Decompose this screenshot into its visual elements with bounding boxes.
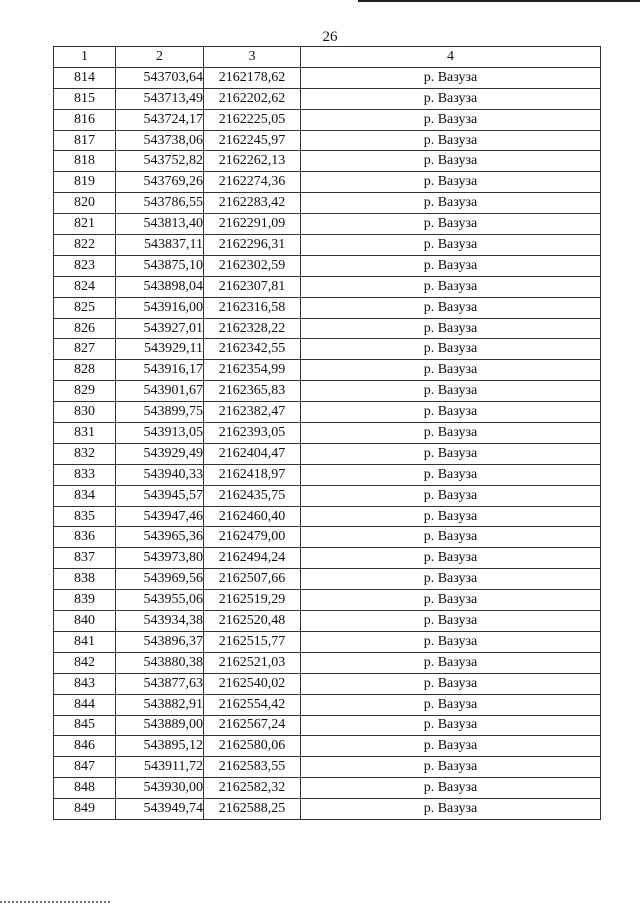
point-number-cell: 849 (54, 799, 116, 820)
coord-x-cell: 543752,82 (116, 151, 204, 172)
object-name-cell: р. Вазуза (301, 381, 601, 402)
top-rule (358, 0, 640, 2)
coord-y-cell: 2162328,22 (204, 318, 301, 339)
table-row (54, 464, 601, 485)
coord-x-cell: 543713,49 (116, 88, 204, 109)
coord-x-cell: 543940,33 (116, 464, 204, 485)
coord-x-cell: 543875,10 (116, 255, 204, 276)
coord-y-cell: 2162283,42 (204, 193, 301, 214)
coord-x-cell: 543911,72 (116, 757, 204, 778)
table-row (54, 423, 601, 444)
object-name-cell: р. Вазуза (301, 673, 601, 694)
point-number-cell: 819 (54, 172, 116, 193)
point-number-cell: 835 (54, 506, 116, 527)
coord-x-cell: 543955,06 (116, 590, 204, 611)
coord-x-cell: 543969,56 (116, 569, 204, 590)
coord-y-cell: 2162460,40 (204, 506, 301, 527)
table-row (54, 569, 601, 590)
coord-y-cell: 2162178,62 (204, 67, 301, 88)
object-name-cell: р. Вазуза (301, 590, 601, 611)
coord-y-cell: 2162435,75 (204, 485, 301, 506)
table-row (54, 193, 601, 214)
coord-y-cell: 2162316,58 (204, 297, 301, 318)
coord-x-cell: 543927,01 (116, 318, 204, 339)
coord-y-cell: 2162393,05 (204, 423, 301, 444)
coord-y-cell: 2162382,47 (204, 402, 301, 423)
point-number-cell: 843 (54, 673, 116, 694)
object-name-cell: р. Вазуза (301, 527, 601, 548)
object-name-cell: р. Вазуза (301, 506, 601, 527)
object-name-cell: р. Вазуза (301, 235, 601, 256)
point-number-cell: 831 (54, 423, 116, 444)
coord-y-cell: 2162515,77 (204, 631, 301, 652)
object-name-cell: р. Вазуза (301, 569, 601, 590)
header-row (54, 47, 601, 68)
coord-y-cell: 2162583,55 (204, 757, 301, 778)
coord-x-cell: 543965,36 (116, 527, 204, 548)
table-row (54, 652, 601, 673)
coord-x-cell: 543916,17 (116, 360, 204, 381)
table-row (54, 235, 601, 256)
coord-x-cell: 543949,74 (116, 799, 204, 820)
object-name-cell: р. Вазуза (301, 318, 601, 339)
coord-x-cell: 543934,38 (116, 611, 204, 632)
object-name-cell: р. Вазуза (301, 799, 601, 820)
point-number-cell: 815 (54, 88, 116, 109)
coord-y-cell: 2162588,25 (204, 799, 301, 820)
coord-x-cell: 543877,63 (116, 673, 204, 694)
point-number-cell: 820 (54, 193, 116, 214)
point-number-cell: 816 (54, 109, 116, 130)
table-row (54, 673, 601, 694)
point-number-cell: 844 (54, 694, 116, 715)
table-row (54, 67, 601, 88)
point-number-cell: 824 (54, 276, 116, 297)
object-name-cell: р. Вазуза (301, 715, 601, 736)
coord-x-cell: 543880,38 (116, 652, 204, 673)
coord-y-cell: 2162567,24 (204, 715, 301, 736)
object-name-cell: р. Вазуза (301, 67, 601, 88)
header-col-2: 2 (116, 47, 204, 68)
table-row (54, 778, 601, 799)
point-number-cell: 830 (54, 402, 116, 423)
coord-x-cell: 543929,49 (116, 443, 204, 464)
page-number: 26 (322, 29, 338, 45)
table-row (54, 339, 601, 360)
point-number-cell: 839 (54, 590, 116, 611)
coord-y-cell: 2162580,06 (204, 736, 301, 757)
point-number-cell: 833 (54, 464, 116, 485)
point-number-cell: 842 (54, 652, 116, 673)
coord-y-cell: 2162262,13 (204, 151, 301, 172)
header-col-4: 4 (301, 47, 601, 68)
table-row (54, 109, 601, 130)
table-row (54, 631, 601, 652)
coord-x-cell: 543930,00 (116, 778, 204, 799)
point-number-cell: 827 (54, 339, 116, 360)
point-number-cell: 837 (54, 548, 116, 569)
coord-x-cell: 543899,75 (116, 402, 204, 423)
point-number-cell: 832 (54, 443, 116, 464)
table-row (54, 276, 601, 297)
point-number-cell: 821 (54, 214, 116, 235)
table-row (54, 590, 601, 611)
point-number-cell: 848 (54, 778, 116, 799)
table-row (54, 402, 601, 423)
point-number-cell: 825 (54, 297, 116, 318)
object-name-cell: р. Вазуза (301, 402, 601, 423)
object-name-cell: р. Вазуза (301, 652, 601, 673)
table-row (54, 130, 601, 151)
coord-y-cell: 2162202,62 (204, 88, 301, 109)
table-row (54, 381, 601, 402)
object-name-cell: р. Вазуза (301, 109, 601, 130)
coord-y-cell: 2162404,47 (204, 443, 301, 464)
header-col-1: 1 (54, 47, 116, 68)
object-name-cell: р. Вазуза (301, 778, 601, 799)
coord-y-cell: 2162521,03 (204, 652, 301, 673)
coord-y-cell: 2162365,83 (204, 381, 301, 402)
coord-y-cell: 2162245,97 (204, 130, 301, 151)
point-number-cell: 817 (54, 130, 116, 151)
coord-y-cell: 2162582,32 (204, 778, 301, 799)
object-name-cell: р. Вазуза (301, 631, 601, 652)
coord-x-cell: 543947,46 (116, 506, 204, 527)
point-number-cell: 834 (54, 485, 116, 506)
point-number-cell: 840 (54, 611, 116, 632)
coord-x-cell: 543929,11 (116, 339, 204, 360)
object-name-cell: р. Вазуза (301, 485, 601, 506)
coord-y-cell: 2162302,59 (204, 255, 301, 276)
table-row (54, 255, 601, 276)
table-row (54, 757, 601, 778)
object-name-cell: р. Вазуза (301, 443, 601, 464)
object-name-cell: р. Вазуза (301, 757, 601, 778)
coord-x-cell: 543703,64 (116, 67, 204, 88)
coord-x-cell: 543973,80 (116, 548, 204, 569)
coord-x-cell: 543724,17 (116, 109, 204, 130)
coord-y-cell: 2162494,24 (204, 548, 301, 569)
point-number-cell: 828 (54, 360, 116, 381)
table-row (54, 297, 601, 318)
coord-x-cell: 543896,37 (116, 631, 204, 652)
table-row (54, 548, 601, 569)
table-row (54, 172, 601, 193)
object-name-cell: р. Вазуза (301, 423, 601, 444)
object-name-cell: р. Вазуза (301, 611, 601, 632)
table-row (54, 318, 601, 339)
coord-y-cell: 2162507,66 (204, 569, 301, 590)
object-name-cell: р. Вазуза (301, 151, 601, 172)
table-row (54, 736, 601, 757)
object-name-cell: р. Вазуза (301, 297, 601, 318)
object-name-cell: р. Вазуза (301, 276, 601, 297)
table-row (54, 694, 601, 715)
object-name-cell: р. Вазуза (301, 339, 601, 360)
table-row (54, 360, 601, 381)
coord-y-cell: 2162479,00 (204, 527, 301, 548)
coord-x-cell: 543769,26 (116, 172, 204, 193)
coord-y-cell: 2162342,55 (204, 339, 301, 360)
table-row (54, 527, 601, 548)
object-name-cell: р. Вазуза (301, 88, 601, 109)
coord-y-cell: 2162554,42 (204, 694, 301, 715)
coord-y-cell: 2162540,02 (204, 673, 301, 694)
point-number-cell: 822 (54, 235, 116, 256)
object-name-cell: р. Вазуза (301, 255, 601, 276)
object-name-cell: р. Вазуза (301, 464, 601, 485)
point-number-cell: 823 (54, 255, 116, 276)
header-col-3: 3 (204, 47, 301, 68)
table-row (54, 799, 601, 820)
table-row (54, 214, 601, 235)
coord-y-cell: 2162225,05 (204, 109, 301, 130)
point-number-cell: 841 (54, 631, 116, 652)
coord-y-cell: 2162519,29 (204, 590, 301, 611)
object-name-cell: р. Вазуза (301, 172, 601, 193)
point-number-cell: 829 (54, 381, 116, 402)
object-name-cell: р. Вазуза (301, 193, 601, 214)
object-name-cell: р. Вазуза (301, 214, 601, 235)
coord-x-cell: 543895,12 (116, 736, 204, 757)
scan-artifact-line (0, 899, 110, 903)
point-number-cell: 836 (54, 527, 116, 548)
point-number-cell: 846 (54, 736, 116, 757)
coord-y-cell: 2162291,09 (204, 214, 301, 235)
table-row (54, 88, 601, 109)
coordinates-table (53, 46, 601, 820)
coord-x-cell: 543738,06 (116, 130, 204, 151)
table-body (54, 67, 601, 819)
coord-x-cell: 543786,55 (116, 193, 204, 214)
point-number-cell: 818 (54, 151, 116, 172)
coord-y-cell: 2162520,48 (204, 611, 301, 632)
coord-x-cell: 543916,00 (116, 297, 204, 318)
coord-y-cell: 2162274,36 (204, 172, 301, 193)
coord-x-cell: 543813,40 (116, 214, 204, 235)
point-number-cell: 847 (54, 757, 116, 778)
object-name-cell: р. Вазуза (301, 130, 601, 151)
object-name-cell: р. Вазуза (301, 548, 601, 569)
coord-y-cell: 2162307,81 (204, 276, 301, 297)
object-name-cell: р. Вазуза (301, 736, 601, 757)
coord-y-cell: 2162418,97 (204, 464, 301, 485)
object-name-cell: р. Вазуза (301, 360, 601, 381)
point-number-cell: 838 (54, 569, 116, 590)
coord-x-cell: 543913,05 (116, 423, 204, 444)
point-number-cell: 826 (54, 318, 116, 339)
table-row (54, 715, 601, 736)
coord-x-cell: 543837,11 (116, 235, 204, 256)
coord-x-cell: 543898,04 (116, 276, 204, 297)
table-row (54, 151, 601, 172)
table-row (54, 485, 601, 506)
coord-x-cell: 543882,91 (116, 694, 204, 715)
point-number-cell: 814 (54, 67, 116, 88)
coord-x-cell: 543889,00 (116, 715, 204, 736)
coord-y-cell: 2162354,99 (204, 360, 301, 381)
coord-x-cell: 543901,67 (116, 381, 204, 402)
point-number-cell: 845 (54, 715, 116, 736)
coord-x-cell: 543945,57 (116, 485, 204, 506)
table-row (54, 611, 601, 632)
table-row (54, 506, 601, 527)
table-row (54, 443, 601, 464)
object-name-cell: р. Вазуза (301, 694, 601, 715)
coord-y-cell: 2162296,31 (204, 235, 301, 256)
